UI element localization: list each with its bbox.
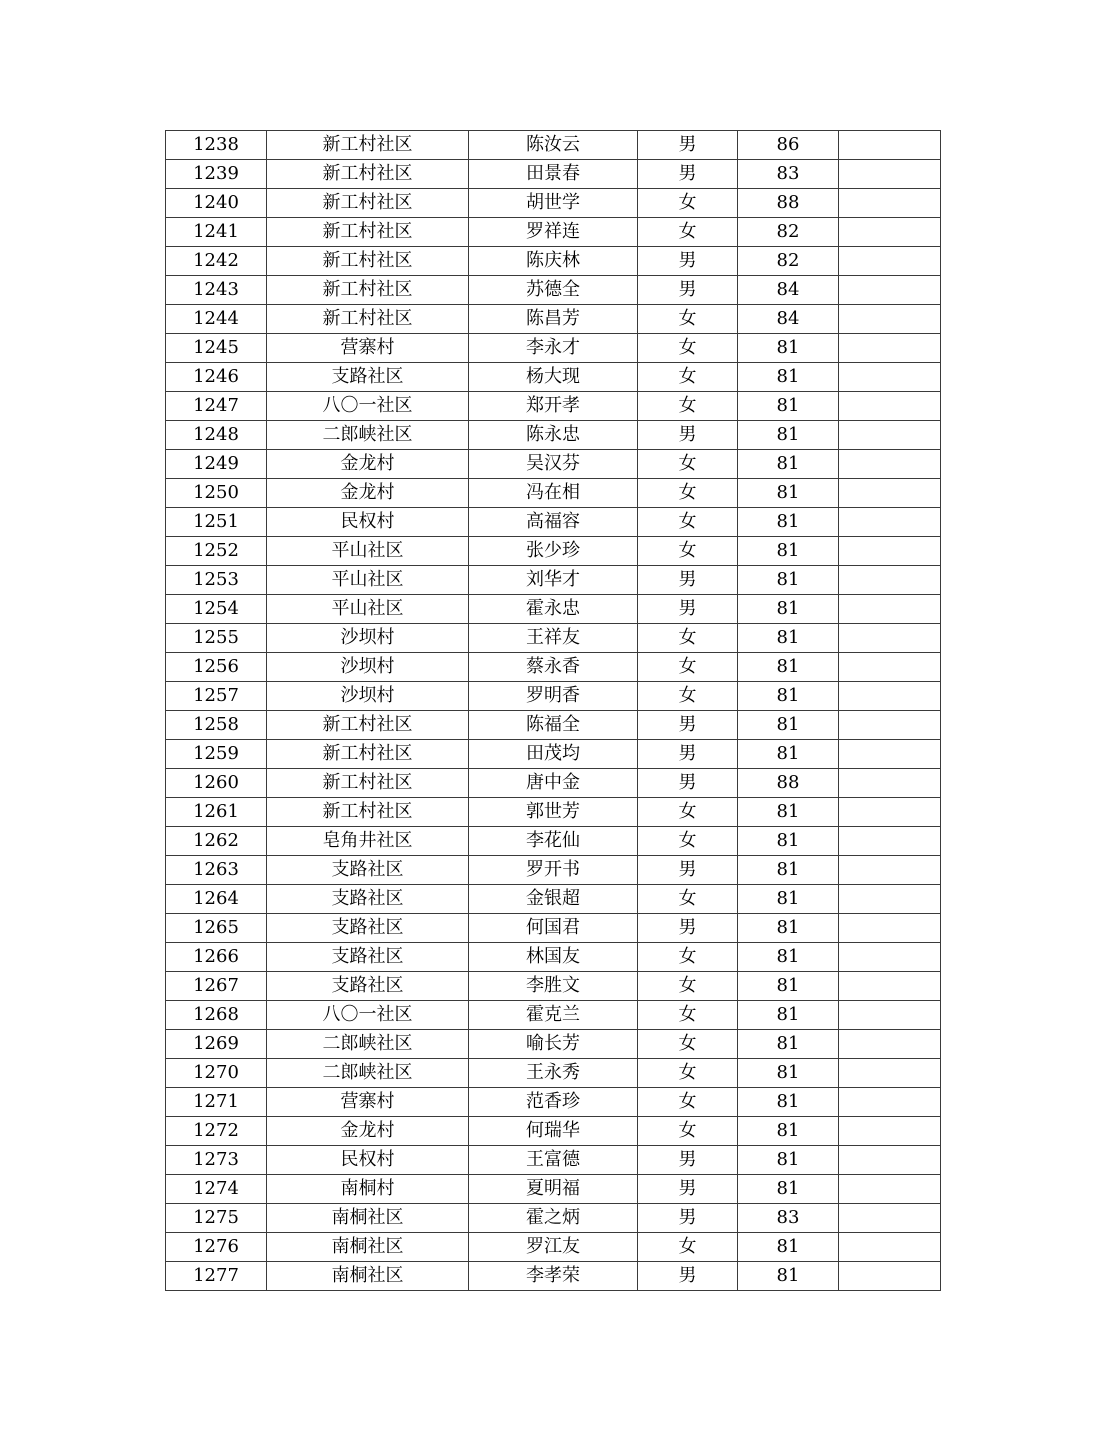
note-cell — [839, 218, 941, 247]
serial-number-cell: 1275 — [166, 1204, 267, 1233]
serial-number-cell: 1240 — [166, 189, 267, 218]
table-row — [166, 740, 941, 769]
serial-number-cell: 1264 — [166, 885, 267, 914]
community-cell: 沙坝村 — [267, 624, 469, 653]
sex-cell: 男 — [638, 276, 738, 305]
note-cell — [839, 537, 941, 566]
name-cell: 王祥友 — [469, 624, 638, 653]
name-cell: 李胜文 — [469, 972, 638, 1001]
name-cell: 陈汝云 — [469, 131, 638, 160]
community-cell: 民权村 — [267, 1146, 469, 1175]
community-cell: 平山社区 — [267, 566, 469, 595]
note-cell — [839, 247, 941, 276]
name-cell: 陈福全 — [469, 711, 638, 740]
name-cell: 何国君 — [469, 914, 638, 943]
note-cell — [839, 1204, 941, 1233]
community-cell: 新工村社区 — [267, 798, 469, 827]
name-cell: 喻长芳 — [469, 1030, 638, 1059]
table-row — [166, 566, 941, 595]
age-cell: 88 — [738, 769, 839, 798]
table-row — [166, 1175, 941, 1204]
note-cell — [839, 740, 941, 769]
serial-number-cell: 1252 — [166, 537, 267, 566]
table-row — [166, 595, 941, 624]
sex-cell: 男 — [638, 740, 738, 769]
note-cell — [839, 595, 941, 624]
community-cell: 支路社区 — [267, 943, 469, 972]
sex-cell: 女 — [638, 827, 738, 856]
serial-number-cell: 1241 — [166, 218, 267, 247]
sex-cell: 女 — [638, 305, 738, 334]
table-row — [166, 421, 941, 450]
community-cell: 二郎峡社区 — [267, 1030, 469, 1059]
sex-cell: 女 — [638, 1233, 738, 1262]
age-cell: 81 — [738, 914, 839, 943]
note-cell — [839, 305, 941, 334]
name-cell: 蔡永香 — [469, 653, 638, 682]
table-row — [166, 943, 941, 972]
community-cell: 支路社区 — [267, 363, 469, 392]
name-cell: 苏德全 — [469, 276, 638, 305]
table-row — [166, 856, 941, 885]
serial-number-cell: 1271 — [166, 1088, 267, 1117]
age-cell: 84 — [738, 305, 839, 334]
sex-cell: 男 — [638, 1175, 738, 1204]
table-row — [166, 247, 941, 276]
community-cell: 新工村社区 — [267, 247, 469, 276]
table-row — [166, 798, 941, 827]
note-cell — [839, 653, 941, 682]
serial-number-cell: 1263 — [166, 856, 267, 885]
sex-cell: 男 — [638, 1204, 738, 1233]
community-cell: 支路社区 — [267, 914, 469, 943]
table-row — [166, 1233, 941, 1262]
table-row — [166, 1204, 941, 1233]
community-cell: 营寨村 — [267, 1088, 469, 1117]
community-cell: 新工村社区 — [267, 276, 469, 305]
note-cell — [839, 624, 941, 653]
note-cell — [839, 566, 941, 595]
age-cell: 81 — [738, 827, 839, 856]
name-cell: 王富德 — [469, 1146, 638, 1175]
serial-number-cell: 1248 — [166, 421, 267, 450]
table-row — [166, 131, 941, 160]
name-cell: 陈庆林 — [469, 247, 638, 276]
sex-cell: 男 — [638, 1146, 738, 1175]
sex-cell: 女 — [638, 624, 738, 653]
age-cell: 81 — [738, 1146, 839, 1175]
community-cell: 新工村社区 — [267, 160, 469, 189]
age-cell: 82 — [738, 218, 839, 247]
age-cell: 82 — [738, 247, 839, 276]
note-cell — [839, 363, 941, 392]
community-cell: 新工村社区 — [267, 189, 469, 218]
community-cell: 支路社区 — [267, 885, 469, 914]
name-cell: 罗祥连 — [469, 218, 638, 247]
name-cell: 范香珍 — [469, 1088, 638, 1117]
age-cell: 81 — [738, 856, 839, 885]
serial-number-cell: 1242 — [166, 247, 267, 276]
table-row — [166, 1117, 941, 1146]
serial-number-cell: 1269 — [166, 1030, 267, 1059]
sex-cell: 男 — [638, 711, 738, 740]
serial-number-cell: 1245 — [166, 334, 267, 363]
name-cell: 陈永忠 — [469, 421, 638, 450]
name-cell: 唐中金 — [469, 769, 638, 798]
note-cell — [839, 1175, 941, 1204]
age-cell: 81 — [738, 421, 839, 450]
sex-cell: 女 — [638, 363, 738, 392]
note-cell — [839, 334, 941, 363]
age-cell: 81 — [738, 479, 839, 508]
serial-number-cell: 1253 — [166, 566, 267, 595]
table-row — [166, 1059, 941, 1088]
sex-cell: 女 — [638, 972, 738, 1001]
sex-cell: 女 — [638, 1088, 738, 1117]
sex-cell: 女 — [638, 334, 738, 363]
serial-number-cell: 1268 — [166, 1001, 267, 1030]
name-cell: 罗江友 — [469, 1233, 638, 1262]
table-row — [166, 914, 941, 943]
table-row — [166, 769, 941, 798]
note-cell — [839, 1001, 941, 1030]
community-cell: 民权村 — [267, 508, 469, 537]
community-cell: 新工村社区 — [267, 740, 469, 769]
community-cell: 沙坝村 — [267, 653, 469, 682]
sex-cell: 女 — [638, 943, 738, 972]
note-cell — [839, 1233, 941, 1262]
age-cell: 81 — [738, 1175, 839, 1204]
table-row — [166, 827, 941, 856]
table-row — [166, 305, 941, 334]
name-cell: 罗开书 — [469, 856, 638, 885]
note-cell — [839, 189, 941, 218]
sex-cell: 女 — [638, 885, 738, 914]
sex-cell: 男 — [638, 247, 738, 276]
community-cell: 二郎峡社区 — [267, 421, 469, 450]
age-cell: 81 — [738, 363, 839, 392]
community-cell: 新工村社区 — [267, 769, 469, 798]
community-cell: 平山社区 — [267, 537, 469, 566]
note-cell — [839, 276, 941, 305]
name-cell: 杨大现 — [469, 363, 638, 392]
table-row — [166, 885, 941, 914]
serial-number-cell: 1266 — [166, 943, 267, 972]
sex-cell: 男 — [638, 566, 738, 595]
table-row — [166, 189, 941, 218]
table-row — [166, 392, 941, 421]
name-cell: 吴汉芬 — [469, 450, 638, 479]
age-cell: 81 — [738, 798, 839, 827]
age-cell: 81 — [738, 653, 839, 682]
age-cell: 81 — [738, 1030, 839, 1059]
sex-cell: 女 — [638, 479, 738, 508]
note-cell — [839, 479, 941, 508]
name-cell: 罗明香 — [469, 682, 638, 711]
sex-cell: 男 — [638, 131, 738, 160]
note-cell — [839, 508, 941, 537]
table-row — [166, 537, 941, 566]
note-cell — [839, 711, 941, 740]
name-cell: 冯在相 — [469, 479, 638, 508]
name-cell: 夏明福 — [469, 1175, 638, 1204]
community-cell: 南桐社区 — [267, 1204, 469, 1233]
serial-number-cell: 1254 — [166, 595, 267, 624]
age-cell: 81 — [738, 624, 839, 653]
community-cell: 新工村社区 — [267, 131, 469, 160]
community-cell: 金龙村 — [267, 450, 469, 479]
sex-cell: 男 — [638, 1262, 738, 1291]
age-cell: 86 — [738, 131, 839, 160]
sex-cell: 男 — [638, 914, 738, 943]
age-cell: 81 — [738, 1262, 839, 1291]
roster-table-body — [166, 131, 941, 1291]
serial-number-cell: 1247 — [166, 392, 267, 421]
sex-cell: 男 — [638, 421, 738, 450]
community-cell: 二郎峡社区 — [267, 1059, 469, 1088]
table-row — [166, 276, 941, 305]
serial-number-cell: 1277 — [166, 1262, 267, 1291]
note-cell — [839, 1262, 941, 1291]
age-cell: 88 — [738, 189, 839, 218]
name-cell: 胡世学 — [469, 189, 638, 218]
serial-number-cell: 1257 — [166, 682, 267, 711]
name-cell: 霍永忠 — [469, 595, 638, 624]
community-cell: 南桐社区 — [267, 1262, 469, 1291]
note-cell — [839, 450, 941, 479]
note-cell — [839, 1059, 941, 1088]
note-cell — [839, 885, 941, 914]
community-cell: 南桐村 — [267, 1175, 469, 1204]
name-cell: 陈昌芳 — [469, 305, 638, 334]
table-row — [166, 1001, 941, 1030]
age-cell: 81 — [738, 508, 839, 537]
sex-cell: 女 — [638, 189, 738, 218]
age-cell: 81 — [738, 1233, 839, 1262]
community-cell: 八〇一社区 — [267, 1001, 469, 1030]
table-row — [166, 1030, 941, 1059]
sex-cell: 男 — [638, 595, 738, 624]
age-cell: 83 — [738, 160, 839, 189]
community-cell: 平山社区 — [267, 595, 469, 624]
note-cell — [839, 972, 941, 1001]
note-cell — [839, 421, 941, 450]
serial-number-cell: 1238 — [166, 131, 267, 160]
community-cell: 皂角井社区 — [267, 827, 469, 856]
name-cell: 何瑞华 — [469, 1117, 638, 1146]
table-row — [166, 682, 941, 711]
name-cell: 田茂均 — [469, 740, 638, 769]
serial-number-cell: 1244 — [166, 305, 267, 334]
community-cell: 南桐社区 — [267, 1233, 469, 1262]
serial-number-cell: 1239 — [166, 160, 267, 189]
table-row — [166, 218, 941, 247]
age-cell: 84 — [738, 276, 839, 305]
age-cell: 81 — [738, 1088, 839, 1117]
table-row — [166, 1146, 941, 1175]
note-cell — [839, 682, 941, 711]
note-cell — [839, 160, 941, 189]
community-cell: 新工村社区 — [267, 711, 469, 740]
age-cell: 81 — [738, 1117, 839, 1146]
community-cell: 支路社区 — [267, 856, 469, 885]
age-cell: 81 — [738, 885, 839, 914]
table-row — [166, 972, 941, 1001]
table-row — [166, 1088, 941, 1117]
community-cell: 新工村社区 — [267, 218, 469, 247]
serial-number-cell: 1250 — [166, 479, 267, 508]
community-cell: 八〇一社区 — [267, 392, 469, 421]
sex-cell: 女 — [638, 682, 738, 711]
serial-number-cell: 1255 — [166, 624, 267, 653]
name-cell: 郑开孝 — [469, 392, 638, 421]
community-cell: 营寨村 — [267, 334, 469, 363]
community-cell: 新工村社区 — [267, 305, 469, 334]
sex-cell: 男 — [638, 769, 738, 798]
name-cell: 李孝荣 — [469, 1262, 638, 1291]
serial-number-cell: 1267 — [166, 972, 267, 1001]
age-cell: 83 — [738, 1204, 839, 1233]
table-row — [166, 653, 941, 682]
sex-cell: 女 — [638, 508, 738, 537]
note-cell — [839, 769, 941, 798]
age-cell: 81 — [738, 566, 839, 595]
name-cell: 刘华才 — [469, 566, 638, 595]
sex-cell: 女 — [638, 1059, 738, 1088]
name-cell: 霍克兰 — [469, 1001, 638, 1030]
table-row — [166, 334, 941, 363]
table-row — [166, 450, 941, 479]
sex-cell: 女 — [638, 537, 738, 566]
serial-number-cell: 1261 — [166, 798, 267, 827]
note-cell — [839, 392, 941, 421]
table-row — [166, 711, 941, 740]
serial-number-cell: 1249 — [166, 450, 267, 479]
note-cell — [839, 1088, 941, 1117]
note-cell — [839, 914, 941, 943]
name-cell: 高福容 — [469, 508, 638, 537]
name-cell: 林国友 — [469, 943, 638, 972]
note-cell — [839, 1117, 941, 1146]
note-cell — [839, 856, 941, 885]
sex-cell: 女 — [638, 1117, 738, 1146]
serial-number-cell: 1259 — [166, 740, 267, 769]
serial-number-cell: 1258 — [166, 711, 267, 740]
note-cell — [839, 943, 941, 972]
age-cell: 81 — [738, 1001, 839, 1030]
name-cell: 张少珍 — [469, 537, 638, 566]
serial-number-cell: 1243 — [166, 276, 267, 305]
sex-cell: 女 — [638, 1030, 738, 1059]
roster-table — [165, 130, 941, 1291]
note-cell — [839, 798, 941, 827]
name-cell: 王永秀 — [469, 1059, 638, 1088]
sex-cell: 女 — [638, 798, 738, 827]
age-cell: 81 — [738, 943, 839, 972]
note-cell — [839, 827, 941, 856]
age-cell: 81 — [738, 972, 839, 1001]
name-cell: 李花仙 — [469, 827, 638, 856]
name-cell: 李永才 — [469, 334, 638, 363]
serial-number-cell: 1246 — [166, 363, 267, 392]
serial-number-cell: 1276 — [166, 1233, 267, 1262]
community-cell: 金龙村 — [267, 479, 469, 508]
serial-number-cell: 1274 — [166, 1175, 267, 1204]
sex-cell: 女 — [638, 450, 738, 479]
serial-number-cell: 1272 — [166, 1117, 267, 1146]
name-cell: 郭世芳 — [469, 798, 638, 827]
name-cell: 霍之炳 — [469, 1204, 638, 1233]
serial-number-cell: 1262 — [166, 827, 267, 856]
age-cell: 81 — [738, 392, 839, 421]
table-row — [166, 160, 941, 189]
age-cell: 81 — [738, 595, 839, 624]
sex-cell: 女 — [638, 392, 738, 421]
community-cell: 支路社区 — [267, 972, 469, 1001]
sex-cell: 女 — [638, 653, 738, 682]
age-cell: 81 — [738, 682, 839, 711]
age-cell: 81 — [738, 537, 839, 566]
age-cell: 81 — [738, 711, 839, 740]
table-row — [166, 479, 941, 508]
table-row — [166, 624, 941, 653]
serial-number-cell: 1256 — [166, 653, 267, 682]
note-cell — [839, 131, 941, 160]
sex-cell: 男 — [638, 856, 738, 885]
serial-number-cell: 1260 — [166, 769, 267, 798]
age-cell: 81 — [738, 334, 839, 363]
age-cell: 81 — [738, 740, 839, 769]
community-cell: 沙坝村 — [267, 682, 469, 711]
table-row — [166, 1262, 941, 1291]
age-cell: 81 — [738, 450, 839, 479]
serial-number-cell: 1265 — [166, 914, 267, 943]
community-cell: 金龙村 — [267, 1117, 469, 1146]
serial-number-cell: 1273 — [166, 1146, 267, 1175]
note-cell — [839, 1146, 941, 1175]
name-cell: 金银超 — [469, 885, 638, 914]
sex-cell: 男 — [638, 160, 738, 189]
note-cell — [839, 1030, 941, 1059]
serial-number-cell: 1270 — [166, 1059, 267, 1088]
sex-cell: 女 — [638, 1001, 738, 1030]
age-cell: 81 — [738, 1059, 839, 1088]
name-cell: 田景春 — [469, 160, 638, 189]
table-row — [166, 363, 941, 392]
sex-cell: 女 — [638, 218, 738, 247]
serial-number-cell: 1251 — [166, 508, 267, 537]
table-row — [166, 508, 941, 537]
